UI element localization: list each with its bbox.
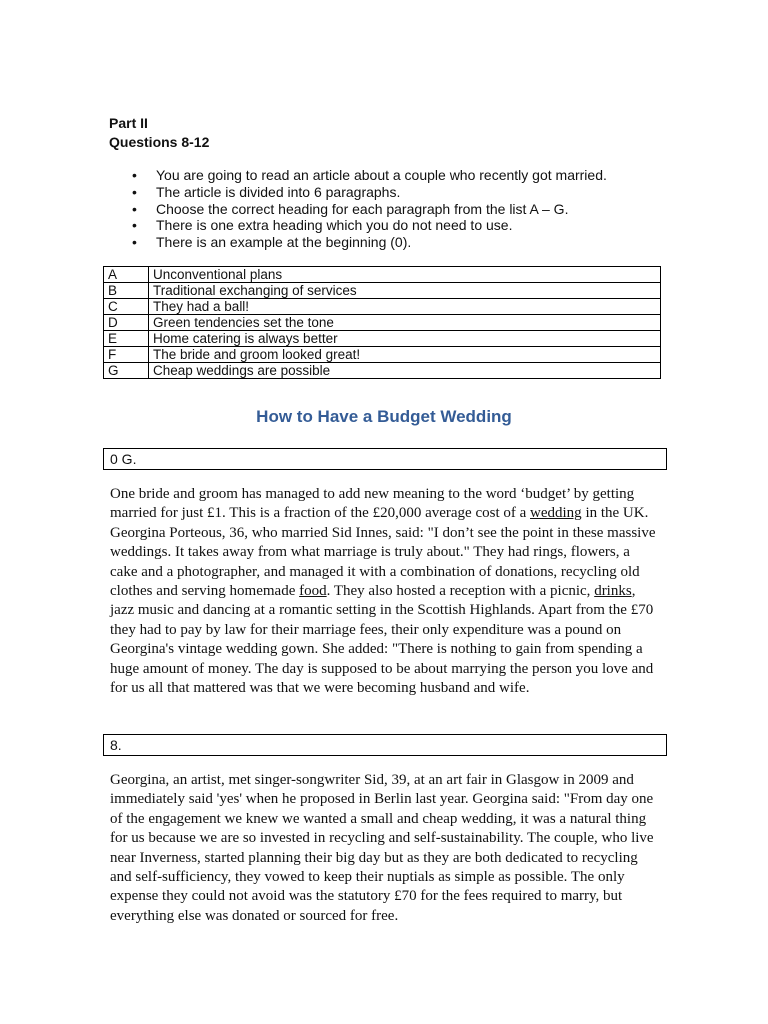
article-title: How to Have a Budget Wedding bbox=[256, 407, 512, 426]
heading-text: Home catering is always better bbox=[149, 331, 661, 347]
part-header bbox=[109, 114, 209, 152]
instruction-item: • Choose the correct heading for each paragraph from the list A – G. bbox=[132, 201, 607, 218]
paragraph-text: One bride and groom has managed to add new meaning to the word ‘budget’ by getting married for just £1. This is a fraction of the £20,000 average cost of a bbox=[110, 486, 635, 522]
heading-text: Traditional exchanging of services bbox=[149, 283, 661, 299]
food-link[interactable]: food bbox=[299, 583, 327, 600]
heading-letter: A bbox=[104, 267, 149, 283]
table-row bbox=[104, 315, 661, 331]
part-label: Part II bbox=[109, 115, 148, 131]
table-row bbox=[104, 331, 661, 347]
drinks-link[interactable]: drinks bbox=[594, 583, 632, 600]
table-row bbox=[104, 267, 661, 283]
answer-box-8[interactable]: 8. bbox=[103, 734, 667, 756]
heading-text: Cheap weddings are possible bbox=[149, 363, 661, 379]
paragraph-text: , jazz music and dancing at a romantic setting in the Scottish Highlands. Apart from the £70 they had to pay by law for their marriage fees, their only expenditure was a pound on Georgina's vintage wedding gown. She added: "There is nothing to gain from spending a huge amount of money. The day is supposed to be about marrying the person you love and for us all that mattered was that we were becoming husband and wife. bbox=[110, 583, 654, 697]
article-paragraph-0 bbox=[110, 485, 658, 698]
article-paragraph-8: Georgina, an artist, met singer-songwriter Sid, 39, at an art fair in Glasgow in 2009 and immediately said 'yes' when he proposed in Berlin last year. Georgina said: "From day one of the engagement we knew we wanted a small and cheap wedding, it was a natural thing for us because we are so invested in recycling and self-sustainability. The couple, who live near Inverness, started planning their big day but as they are both dedicated to recycling and self-sufficiency, they vowed to keep their nuptials as simple as possible. The only expense they could not avoid was the statutory £70 for the fees required to marry, but everything else was donated or sourced for free. bbox=[110, 772, 654, 924]
heading-text: The bride and groom looked great! bbox=[149, 347, 661, 363]
instructions-list bbox=[132, 167, 607, 251]
paragraph-text: in the UK. Georgina Porteous, 36, who married Sid Innes, said: "I don’t see the point in these massive weddings. It takes away from what marriage is truly about." They had rings, flowers, a cake and a photographer, and managed it with a combination of donations, recycling old clothes and serving homemade bbox=[110, 505, 656, 600]
heading-letter: B bbox=[104, 283, 149, 299]
heading-letter: D bbox=[104, 315, 149, 331]
instruction-item: • You are going to read an article about a couple who recently got married. bbox=[132, 167, 607, 184]
headings-table bbox=[103, 266, 661, 379]
heading-letter: F bbox=[104, 347, 149, 363]
heading-letter: E bbox=[104, 331, 149, 347]
heading-letter: C bbox=[104, 299, 149, 315]
heading-text: They had a ball! bbox=[149, 299, 661, 315]
paragraph-text: . They also hosted a reception with a picnic, bbox=[326, 583, 595, 600]
table-row bbox=[104, 299, 661, 315]
heading-text: Unconventional plans bbox=[149, 267, 661, 283]
instruction-item: • There is one extra heading which you do not need to use. bbox=[132, 217, 607, 234]
answer-box-example[interactable]: 0 G. bbox=[103, 448, 667, 470]
table-row bbox=[104, 347, 661, 363]
heading-letter: G bbox=[104, 363, 149, 379]
questions-label: Questions 8-12 bbox=[109, 134, 210, 150]
heading-text: Green tendencies set the tone bbox=[149, 315, 661, 331]
wedding-link[interactable]: wedding bbox=[530, 505, 582, 522]
instruction-item: • The article is divided into 6 paragraphs. bbox=[132, 184, 607, 201]
table-row bbox=[104, 283, 661, 299]
table-row bbox=[104, 363, 661, 379]
instruction-item: • There is an example at the beginning (0). bbox=[132, 234, 607, 251]
